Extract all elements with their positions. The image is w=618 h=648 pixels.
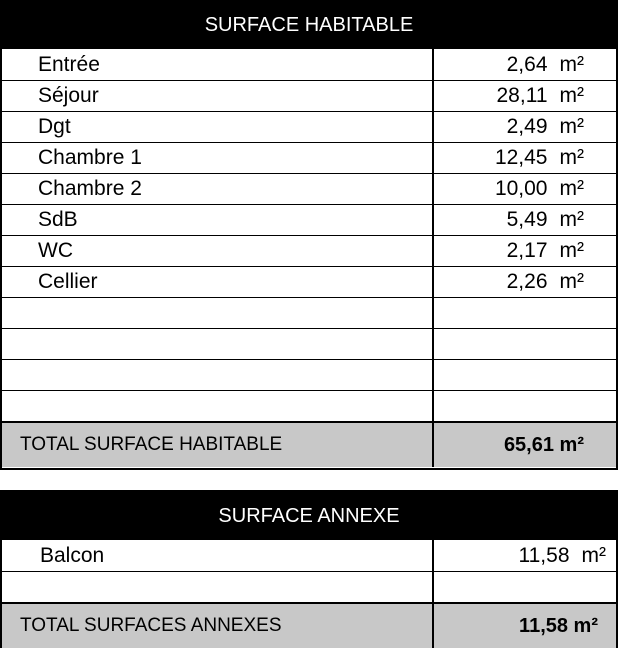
room-name: SdB xyxy=(2,205,434,235)
room-name xyxy=(2,298,434,328)
room-name: Cellier xyxy=(2,267,434,297)
area-cell xyxy=(434,540,616,571)
area-value: 11,58 xyxy=(518,543,570,567)
area-value: 12,45 xyxy=(494,146,548,169)
area-cell xyxy=(434,329,616,359)
table-row xyxy=(2,142,616,173)
area-value: 2,64 xyxy=(506,52,548,76)
room-name: Chambre 2 xyxy=(2,174,434,204)
area-cell xyxy=(434,205,616,235)
table-row xyxy=(2,235,616,266)
area-value: 10,00 xyxy=(494,177,548,200)
area-unit: m² xyxy=(559,239,584,262)
room-name: Chambre 1 xyxy=(2,143,434,173)
area-unit: m² xyxy=(559,270,584,293)
table-row xyxy=(2,359,616,390)
area-cell xyxy=(434,236,616,266)
area-value: 2,17 xyxy=(506,239,548,262)
room-name: Dgt xyxy=(2,112,434,142)
area-cell xyxy=(434,81,616,111)
room-name: Entrée xyxy=(2,49,434,80)
table-row xyxy=(2,571,616,602)
total-label: TOTAL SURFACE HABITABLE xyxy=(2,423,434,467)
table-row xyxy=(2,266,616,297)
table-row xyxy=(2,328,616,359)
area-unit: m² xyxy=(559,146,584,169)
area-cell xyxy=(434,360,616,390)
total-value: 11,58 m² xyxy=(519,614,598,637)
total-row xyxy=(2,602,616,648)
table-row xyxy=(2,49,616,80)
table-row xyxy=(2,540,616,571)
room-name xyxy=(2,360,434,390)
area-unit: m² xyxy=(559,208,584,231)
table-row xyxy=(2,297,616,328)
total-row xyxy=(2,421,616,467)
room-name: Séjour xyxy=(2,81,434,111)
room-name: WC xyxy=(2,236,434,266)
area-unit: m² xyxy=(559,52,584,76)
room-name xyxy=(2,572,434,602)
table-row xyxy=(2,204,616,235)
area-unit: m² xyxy=(559,177,584,200)
table-row xyxy=(2,80,616,111)
area-unit: m² xyxy=(559,84,584,107)
area-value: 5,49 xyxy=(506,208,548,231)
table-row xyxy=(2,111,616,142)
area-cell xyxy=(434,143,616,173)
total-value: 65,61 m² xyxy=(503,433,584,456)
area-value: 2,49 xyxy=(506,115,548,138)
surface-annexe-table xyxy=(0,490,618,648)
area-cell xyxy=(434,267,616,297)
table-body xyxy=(2,540,616,602)
area-unit: m² xyxy=(559,115,584,138)
total-label: TOTAL SURFACES ANNEXES xyxy=(2,604,434,648)
area-value: 28,11 xyxy=(496,84,548,107)
area-cell xyxy=(434,298,616,328)
area-cell xyxy=(434,391,616,421)
area-unit: m² xyxy=(581,543,606,567)
area-cell xyxy=(434,112,616,142)
room-name: Balcon xyxy=(2,540,434,571)
area-value: 2,26 xyxy=(506,270,548,293)
table-header: SURFACE HABITABLE xyxy=(2,2,616,49)
room-name xyxy=(2,329,434,359)
table-row xyxy=(2,390,616,421)
table-header: SURFACE ANNEXE xyxy=(2,492,616,540)
area-cell xyxy=(434,572,616,602)
area-cell xyxy=(434,49,616,80)
table-row xyxy=(2,173,616,204)
table-body xyxy=(2,49,616,421)
room-name xyxy=(2,391,434,421)
area-cell xyxy=(434,174,616,204)
